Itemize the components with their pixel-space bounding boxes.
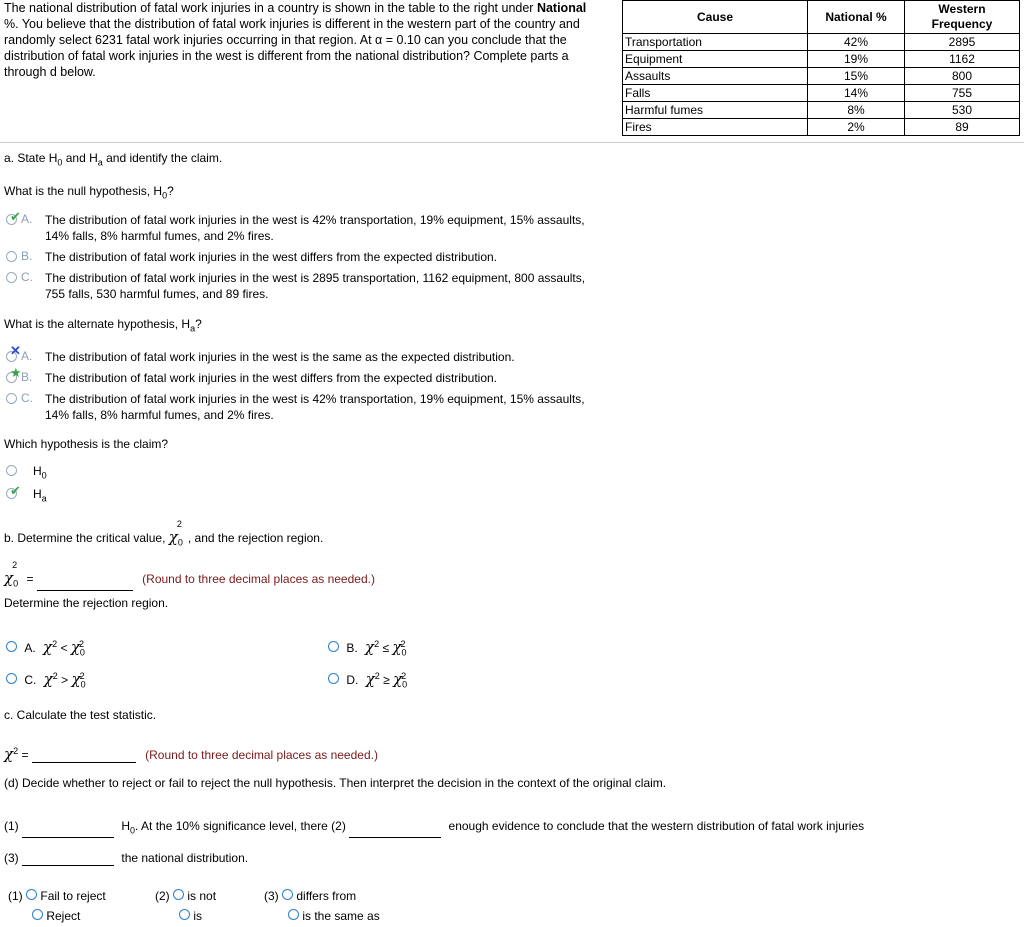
alt-question: What is the alternate hypothesis, $H_a$? [4,317,202,334]
null-option-b[interactable]: B. The distribution of fatal work injuries in the west differs from the expected distribution. [6,249,497,265]
radio[interactable] [173,889,184,900]
radio[interactable] [6,393,17,404]
radio[interactable] [6,641,17,652]
radio[interactable] [6,465,17,476]
test-statistic-row: $\chi^2$ = (Round to three decimal places as needed.) [4,745,378,763]
radio[interactable] [6,673,17,684]
radio[interactable] [32,909,43,920]
choices-1: (1) Fail to reject Reject [8,889,106,923]
critical-value-input[interactable] [37,590,133,591]
part-c-label: c. Calculate the test statistic. [4,708,157,722]
null-question: What is the null hypothesis, $H_0$? [4,184,174,201]
radio[interactable] [6,272,17,283]
radio[interactable] [6,251,17,262]
radio[interactable] [328,673,339,684]
region-option-d[interactable]: D. $\chi^2 \ge \chi_0^2$ [328,670,412,689]
radio[interactable] [179,909,190,920]
star-icon: ★ [10,365,22,380]
x-icon: ✕ [10,343,21,358]
choices-3: (3) differs from is the same as [264,889,380,923]
divider [0,142,1024,143]
test-statistic-input[interactable] [32,762,136,763]
table-row: Equipment 19% 1162 [623,51,1020,68]
radio[interactable] [26,889,37,900]
region-question: Determine the rejection region. [4,596,169,610]
injury-table [622,0,1020,136]
region-option-c[interactable]: C. $\chi^2 > \chi_0^2$ [6,670,91,689]
table-row: Assaults 15% 800 [623,68,1020,85]
col-western: Western Frequency [905,1,1020,34]
check-icon: ✔ [10,483,21,498]
critical-value-row: $\chi_0^2$ = (Round to three decimal places as needed.) [4,567,375,591]
blank-1[interactable] [22,837,114,838]
part-a-label: a. State $H_0$ and $H_a$ and identify the claim. [4,151,223,168]
radio[interactable] [282,889,293,900]
part-b-label: b. Determine the critical value, $\chi_0^2$, and the rejection region. [4,519,324,548]
radio[interactable] [288,909,299,920]
decision-row-2: (3) the national distribution. [4,851,249,865]
null-option-a[interactable]: A. The distribution of fatal work injuries in the west is 42% transportation, 19% equipment, 15% assaults, 14% falls, 8% harmful fumes, and 2% fires. [6,212,585,244]
radio[interactable] [328,641,339,652]
decision-row: (1) $H_0$. At the 10% significance level, there (2) enough evidence to conclude that the western distribution of fatal work injuries [4,818,864,838]
claim-option-h0[interactable]: $H_0$ [6,463,47,483]
blank-3[interactable] [22,865,114,866]
null-option-c[interactable]: C. The distribution of fatal work injuries in the west is 2895 transportation, 1162 equipment, 800 assaults, 755 falls, 530 harmful fumes, and 89 fires. [6,270,585,302]
claim-question: Which hypothesis is the claim? [4,437,169,451]
check-icon: ✔ [10,209,21,224]
blank-2[interactable] [349,837,441,838]
claim-option-ha[interactable]: $H_a$ [6,486,47,506]
part-d-label: (d) Decide whether to reject or fail to reject the null hypothesis. Then interpret the decision in the context of the original claim. [4,776,667,790]
problem-intro: The national distribution of fatal work injuries in a country is shown in the table to the right under National %. You believe that the distribution of fatal work injuries is different in the western part of the country and randomly select 6231 fatal work injuries occurring in that region. At α = 0.10 can you conclude that the distribution of fatal work injuries in the west is different from the national distribution? Complete parts a through d below. [4,1,587,79]
alt-option-c[interactable]: C. The distribution of fatal work injuries in the west is 42% transportation, 19% equipment, 15% assaults, 14% falls, 8% harmful fumes, and 2% fires. [6,391,585,423]
choices-2: (2) is not is [155,889,217,923]
alt-option-b[interactable]: B. The distribution of fatal work injuries in the west differs from the expected distribution. [6,370,497,386]
table-row: Transportation 42% 2895 [623,34,1020,51]
table-row: Harmful fumes 8% 530 [623,102,1020,119]
region-option-a[interactable]: A. $\chi^2 < \chi_0^2$ [6,638,90,657]
col-national: National % [808,1,905,34]
region-option-b[interactable]: B. $\chi^2 \le \chi_0^2$ [328,638,412,657]
table-row: Falls 14% 755 [623,85,1020,102]
col-cause: Cause [623,1,808,34]
table-row: Fires 2% 89 [623,119,1020,136]
alt-option-a[interactable]: A. The distribution of fatal work injuries in the west is the same as the expected distribution. [6,349,515,365]
